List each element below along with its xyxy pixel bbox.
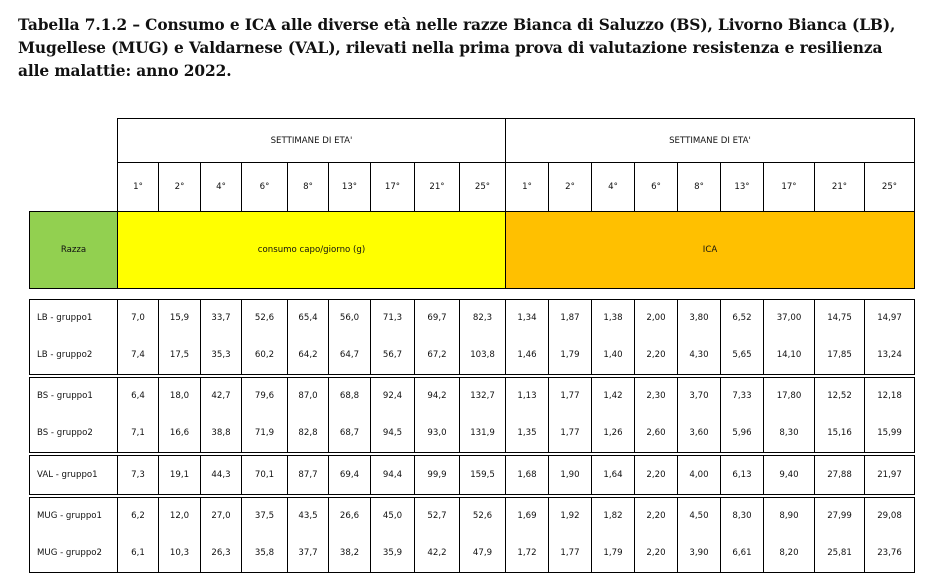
week-header-cell: 8° [288,163,329,212]
ica-value: 8,30 [732,511,752,521]
consumo-value: 33,7 [211,313,231,323]
ica-value: 29,08 [877,511,902,521]
consumo-value: 93,0 [427,428,447,438]
ica-value: 15,16 [827,428,852,438]
ica-value: 3,80 [689,313,709,323]
ica-value: 2,30 [646,391,666,401]
row-label: MUG - gruppo2 [37,548,102,558]
ica-value: 1,35 [517,428,537,438]
consumo-value: 64,2 [298,350,318,360]
table-row [30,497,915,572]
consumo-value: 6,2 [131,511,145,521]
consumo-value: 87,0 [298,391,318,401]
consumo-value: 69,4 [339,469,360,480]
consumo-value: 7,0 [131,313,145,323]
ica-value: 17,85 [827,350,852,360]
ica-value: 5,96 [732,428,752,438]
consumo-value: 19,1 [169,469,190,480]
consumo-value: 35,8 [254,548,275,558]
ica-value: 21,97 [877,469,902,480]
ica-value: 23,76 [877,548,902,558]
ica-value: 1,34 [517,313,537,323]
consumo-value: 132,7 [470,391,495,401]
table-row [30,455,915,494]
week-header-cell: 17° [764,163,815,212]
consumo-value: 35,9 [382,548,403,558]
ica-value: 1,87 [560,313,580,323]
consumo-value: 71,3 [382,313,403,323]
weeks-header-consumo: SETTIMANE DI ETA' [118,119,506,163]
ica-value: 4,00 [689,469,709,480]
ica-value: 13,24 [877,350,902,360]
consumo-value: 56,0 [339,313,360,323]
consumo-value: 64,7 [339,350,360,360]
ica-value: 1,79 [603,548,623,558]
ica-value: 3,90 [689,548,709,558]
razza-header: Razza [30,211,118,288]
consumo-value: 69,7 [427,313,447,323]
consumo-value: 38,2 [339,548,360,558]
consumo-value: 56,7 [382,350,403,360]
consumo-value: 27,0 [211,511,231,521]
ica-value: 2,20 [646,511,666,521]
ica-value: 6,52 [732,313,752,323]
consumo-value: 18,0 [169,391,190,401]
ica-value: 1,79 [560,350,580,360]
ica-value: 1,77 [560,428,580,438]
consumo-value: 87,7 [298,469,318,480]
ica-value: 1,40 [603,350,623,360]
ica-value: 25,81 [827,548,852,558]
week-header-cell: 4° [592,163,635,212]
consumo-value: 159,5 [470,469,495,480]
consumo-value: 94,5 [382,428,403,438]
ica-value: 1,13 [517,391,537,401]
consumo-value: 60,2 [254,350,275,360]
consumo-value: 71,9 [254,428,275,438]
ica-value: 3,60 [689,428,709,438]
ica-value: 15,99 [877,428,902,438]
consumo-value: 45,0 [382,511,403,521]
consumo-value: 99,9 [427,469,447,480]
week-header-cell: 21° [815,163,865,212]
consumo-value: 67,2 [427,350,447,360]
week-header-cell: 6° [242,163,288,212]
ica-value: 2,20 [646,548,666,558]
ica-value: 4,30 [689,350,709,360]
row-label: BS - gruppo1 [37,391,93,401]
weeks-header-ica: SETTIMANE DI ETA' [506,119,915,163]
week-header-cell: 4° [201,163,242,212]
consumo-value: 79,6 [254,391,275,401]
consumo-value: 70,1 [254,469,275,480]
ica-value: 5,65 [732,350,752,360]
ica-value: 14,75 [827,313,852,323]
week-header-cell: 21° [415,163,460,212]
consumo-value: 7,1 [131,428,145,438]
consumo-value: 37,7 [298,548,318,558]
row-label: BS - gruppo2 [37,428,93,438]
table-row [30,299,915,374]
consumo-value: 82,8 [298,428,318,438]
row-label: VAL - gruppo1 [37,469,98,480]
consumo-value: 52,7 [427,511,447,521]
consumo-value: 92,4 [382,391,403,401]
table-row [30,377,915,452]
consumo-value: 7,4 [131,350,145,360]
week-header-cell: 2° [159,163,201,212]
consumo-value: 43,5 [298,511,318,521]
ica-value: 2,00 [646,313,666,323]
consumo-value: 35,3 [211,350,231,360]
ica-value: 1,77 [560,548,580,558]
ica-value: 1,42 [603,391,623,401]
consumo-value: 82,3 [472,313,493,323]
ica-value: 2,60 [646,428,666,438]
week-header-cell: 17° [371,163,415,212]
consumo-value: 42,7 [211,391,231,401]
consumo-value: 26,6 [339,511,360,521]
ica-value: 12,18 [877,391,902,401]
ica-value: 14,10 [776,350,802,360]
week-header-cell: 1° [118,163,159,212]
ica-value: 8,90 [779,511,799,521]
week-header-cell: 1° [506,163,549,212]
consumo-value: 68,8 [339,391,360,401]
consumo-value: 44,3 [211,469,231,480]
ica-value: 1,92 [560,511,580,521]
consumo-value: 65,4 [298,313,318,323]
ica-value: 27,88 [827,469,852,480]
consumo-value: 94,2 [427,391,447,401]
ica-value: 3,70 [689,391,709,401]
data-table [29,118,915,573]
consumo-header: consumo capo/giorno (g) [118,211,506,288]
consumo-value: 52,6 [254,313,275,323]
consumo-value: 6,4 [131,391,145,401]
ica-value: 17,80 [776,391,802,401]
consumo-value: 52,6 [472,511,493,521]
ica-value: 12,52 [827,391,852,401]
ica-value: 6,61 [732,548,752,558]
consumo-value: 103,8 [470,350,495,360]
consumo-value: 42,2 [427,548,447,558]
consumo-value: 7,3 [131,469,145,480]
row-label: MUG - gruppo1 [37,511,102,521]
ica-value: 1,90 [560,469,580,480]
ica-value: 1,46 [517,350,537,360]
ica-value: 27,99 [827,511,852,521]
ica-value: 1,26 [603,428,623,438]
ica-value: 1,69 [517,511,537,521]
consumo-value: 68,7 [339,428,360,438]
consumo-value: 6,1 [131,548,145,558]
ica-header: ICA [506,211,915,288]
ica-value: 8,20 [779,548,799,558]
consumo-value: 38,8 [211,428,231,438]
consumo-value: 12,0 [169,511,190,521]
consumo-value: 94,4 [382,469,403,480]
consumo-value: 37,5 [254,511,275,521]
ica-value: 37,00 [776,313,802,323]
row-label: LB - gruppo1 [37,313,93,323]
consumo-value: 26,3 [211,548,231,558]
consumo-value: 131,9 [470,428,495,438]
week-header-cell: 25° [460,163,506,212]
consumo-value: 10,3 [169,548,190,558]
week-header-cell: 25° [865,163,915,212]
ica-value: 9,40 [779,469,799,480]
ica-value: 1,77 [560,391,580,401]
consumo-value: 47,9 [472,548,493,558]
ica-value: 1,68 [517,469,537,480]
ica-value: 1,82 [603,511,623,521]
consumo-value: 15,9 [169,313,190,323]
table-title: Tabella 7.1.2 – Consumo e ICA alle diverse età nelle razze Bianca di Saluzzo (BS), Livorno Bianca (LB), Mugellese (MUG) e Valdarnese (VAL), rilevati nella prima prova di valutazione resistenza e resilienza alle malattie: anno 2022. [18,16,896,80]
week-header-cell: 13° [721,163,764,212]
week-header-cell: 13° [329,163,371,212]
ica-value: 8,30 [779,428,799,438]
ica-value: 6,13 [732,469,752,480]
group-separator [30,288,915,299]
week-header-cell: 6° [635,163,678,212]
ica-value: 1,72 [517,548,537,558]
ica-value: 1,38 [603,313,623,323]
row-label: LB - gruppo2 [37,350,93,360]
ica-value: 7,33 [732,391,752,401]
consumo-value: 17,5 [169,350,190,360]
ica-value: 1,64 [603,469,623,480]
ica-value: 14,97 [877,313,902,323]
ica-value: 4,50 [689,511,709,521]
week-header-cell: 2° [549,163,592,212]
ica-value: 2,20 [646,469,666,480]
consumo-value: 16,6 [169,428,190,438]
ica-value: 2,20 [646,350,666,360]
week-header-cell: 8° [678,163,721,212]
